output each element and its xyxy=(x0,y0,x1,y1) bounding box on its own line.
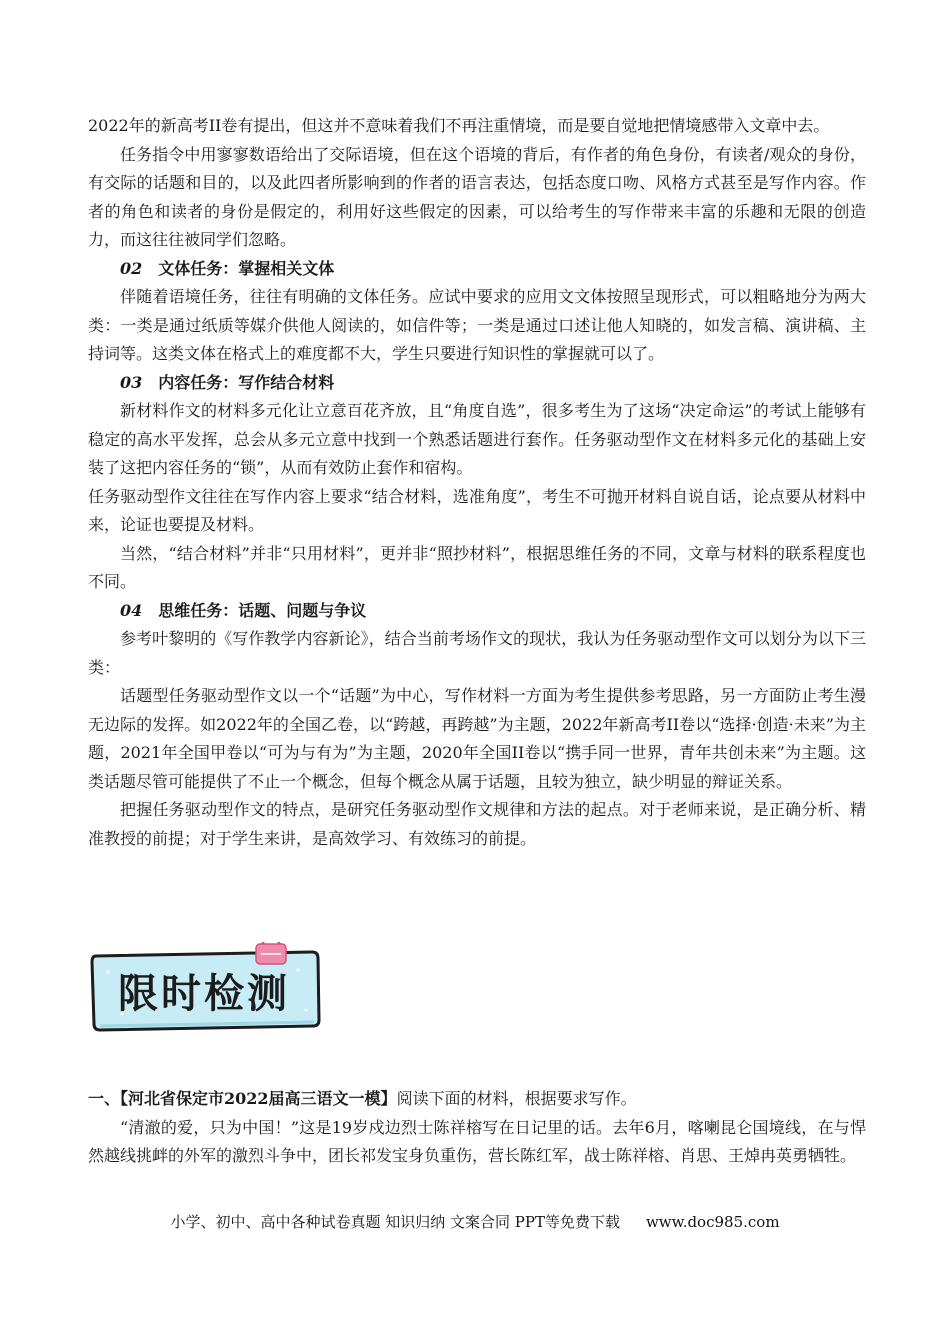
paper-clip-icon xyxy=(256,942,286,964)
section-badge xyxy=(86,942,326,1042)
section-title: 思维任务：话题、问题与争议 xyxy=(158,600,367,620)
section-number: 04 xyxy=(120,600,143,620)
paragraph: 新材料作文的材料多元化让立意百花齐放，且“角度自选”，很多考生为了这场“决定命运”的考试上能够有稳定的高水平发挥，总会从多元立意中找到一个熟悉话题进行套作。任务驱动型作文在材料多元化的基础上安装了这把内容任务的“锁”，从而有效防止套作和宿构。 xyxy=(88,401,866,477)
paragraph: 当然，“结合材料”并非“只用材料”，更并非“照抄材料”，根据思维任务的不同，文章与材料的联系程度也不同。 xyxy=(88,543,866,591)
paragraph: 把握任务驱动型作文的特点，是研究任务驱动型作文规律和方法的起点。对于老师来说，是正确分析、精准教授的前提；对于学生来讲，是高效学习、有效练习的前提。 xyxy=(88,800,866,848)
section-number: 03 xyxy=(120,372,143,392)
paragraph: 参考叶黎明的《写作教学内容新论》，结合当前考场作文的现状，我认为任务驱动型作文可以划分为以下三类： xyxy=(88,629,866,677)
section-heading-02 xyxy=(88,255,866,284)
footer-url[interactable]: www.doc985.com xyxy=(645,1213,780,1231)
page-footer xyxy=(0,1210,950,1234)
article-body xyxy=(88,112,866,853)
paragraph: 任务驱动型作文往往在写作内容上要求“结合材料，选准角度”，考生不可抛开材料自说自话，论点要从材料中来，论证也要提及材料。 xyxy=(88,486,866,534)
question-instruction: 阅读下面的材料，根据要求写作。 xyxy=(396,1089,637,1108)
paragraph: 话题型任务驱动型作文以一个“话题”为中心，写作材料一方面为考生提供参考思路，另一方面防止考生漫无边际的发挥。如2022年的全国乙卷，以“跨越，再跨越”为主题，2022年新高考II卷以“选择·创造·未来”为主题，2021年全国甲卷以“可为与有为”为主题，2020年全国II卷以“携手同一世界，青年共创未来”为主题。这类话题尽管可能提供了不止一个概念，但每个概念从属于话题，且较为独立，缺少明显的辩证关系。 xyxy=(88,686,866,791)
badge-title: 限时检测 xyxy=(118,971,290,1017)
question-header xyxy=(88,1085,866,1114)
paragraph: 任务指令中用寥寥数语给出了交际语境，但在这个语境的背后，有作者的角色身份，有读者/观众的身份，有交际的话题和目的，以及此四者所影响到的作者的语言表达，包括态度口吻、风格方式甚至是写作内容。作者的角色和读者的身份是假定的，利用好这些假定的因素，可以给考生的写作带来丰富的乐趣和无限的创造力，而这往往被同学们忽略。 xyxy=(88,144,866,249)
paragraph: 2022年的新高考II卷有提出，但这并不意味着我们不再注重情境，而是要自觉地把情境感带入文章中去。 xyxy=(88,116,830,135)
question-number: 一、 xyxy=(88,1089,121,1108)
question-material: “清澈的爱，只为中国！”这是19岁戍边烈士陈祥榕写在日记里的话。去年6月，喀喇昆仑国境线，在与悍然越线挑衅的外军的激烈斗争中，团长祁发宝身负重伤，营长陈红军，战士陈祥榕、肖思、王焯冉英勇牺牲。 xyxy=(88,1117,866,1165)
section-title: 内容任务：写作结合材料 xyxy=(158,372,335,392)
section-number: 02 xyxy=(120,258,143,278)
section-title: 文体任务：掌握相关文体 xyxy=(158,258,335,278)
question-source: 【河北省保定市2022届高三语文一模】 xyxy=(120,1089,397,1108)
footer-text: 小学、初中、高中各种试卷真题 知识归纳 文案合同 PPT等免费下载 xyxy=(170,1213,620,1231)
paragraph: 伴随着语境任务，往往有明确的文体任务。应试中要求的应用文文体按照呈现形式，可以粗略地分为两大类：一类是通过纸质等媒介供他人阅读的，如信件等；一类是通过口述让他人知晓的，如发言稿、演讲稿、主持词等。这类文体在格式上的难度都不大，学生只要进行知识性的掌握就可以了。 xyxy=(88,287,866,363)
question-block xyxy=(88,1085,866,1171)
section-heading-03 xyxy=(88,369,866,398)
section-heading-04 xyxy=(88,597,866,626)
